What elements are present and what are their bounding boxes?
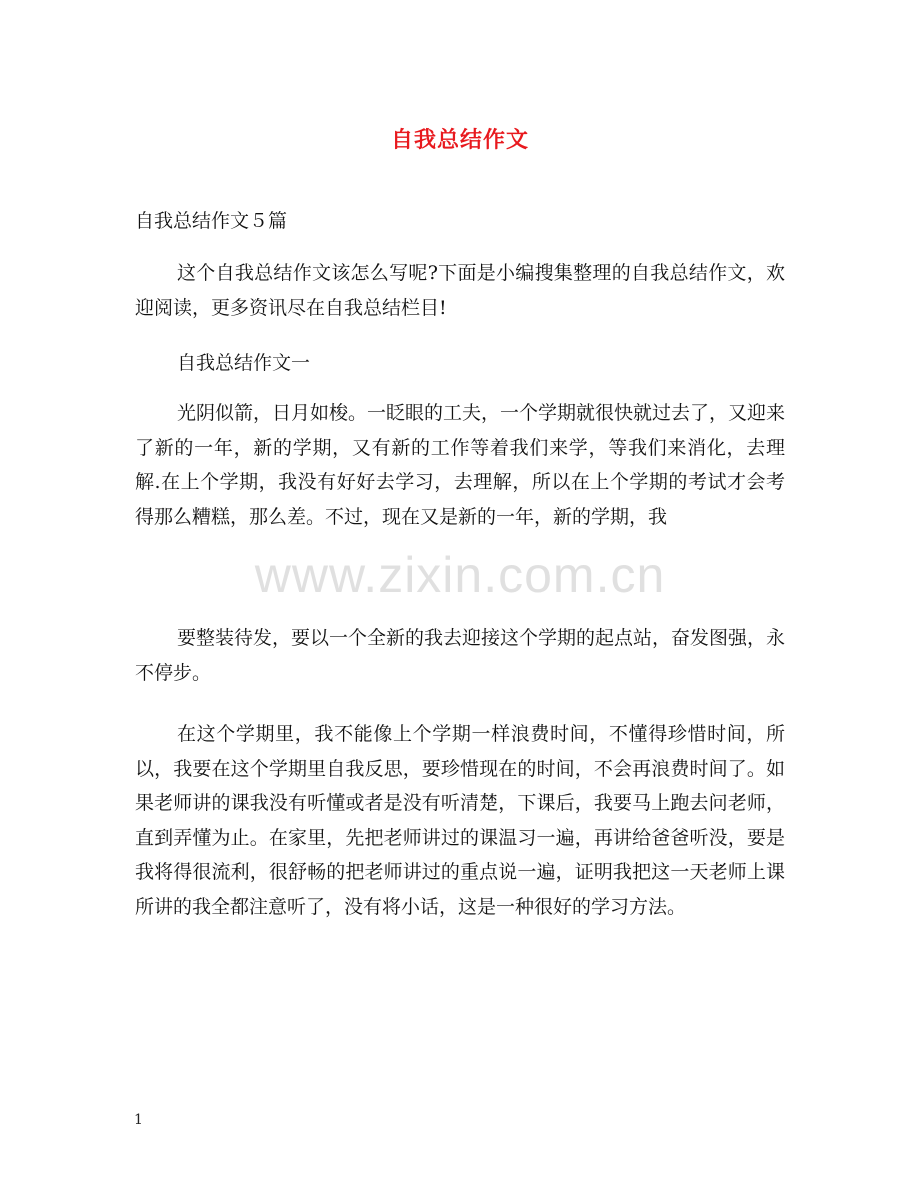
section-heading: 自我总结作文一 — [177, 352, 311, 374]
intro-paragraph: 这个自我总结作文该怎么写呢?下面是小编搜集整理的自我总结作文，欢迎阅读，更多资讯尽在自我总结栏目! — [135, 262, 785, 319]
document-subtitle: 自我总结作文５篇 — [135, 210, 288, 232]
body-paragraph-3: 在这个学期里，我不能像上个学期一样浪费时间，不懂得珍惜时间，所以，我要在这个学期里自我反思，要珍惜现在的时间，不会再浪费时间了。如果老师讲的课我没有听懂或者是没有听清楚，下课后，我要马上跑去问老师，直到弄懂为止。在家里，先把老师讲过的课温习一遍，再讲给爸爸听没，要是我将得很流利，很舒畅的把老师讲过的重点说一遍，证明我把这一天老师上课所讲的我全都注意听了，没有将小话，这是一种很好的学习方法。 — [135, 723, 785, 918]
body-paragraph-1: 光阴似箭，日月如梭。一眨眼的工夫，一个学期就很快就过去了，又迎来了新的一年，新的学期，又有新的工作等着我们来学，等我们来消化，去理解.在上个学期，我没有好好去学习，去理解，所以在上个学期的考试才会考得那么糟糕，那么差。不过，现在又是新的一年，新的学期，我 — [135, 402, 786, 528]
watermark: www.zixin.com.cn — [254, 547, 666, 603]
page-number: 1 — [134, 1112, 143, 1128]
body-paragraph-2: 要整装待发，要以一个全新的我去迎接这个学期的起点站，奋发图强，永不停步。 — [135, 627, 786, 684]
document-title: 自我总结作文 — [390, 127, 529, 153]
